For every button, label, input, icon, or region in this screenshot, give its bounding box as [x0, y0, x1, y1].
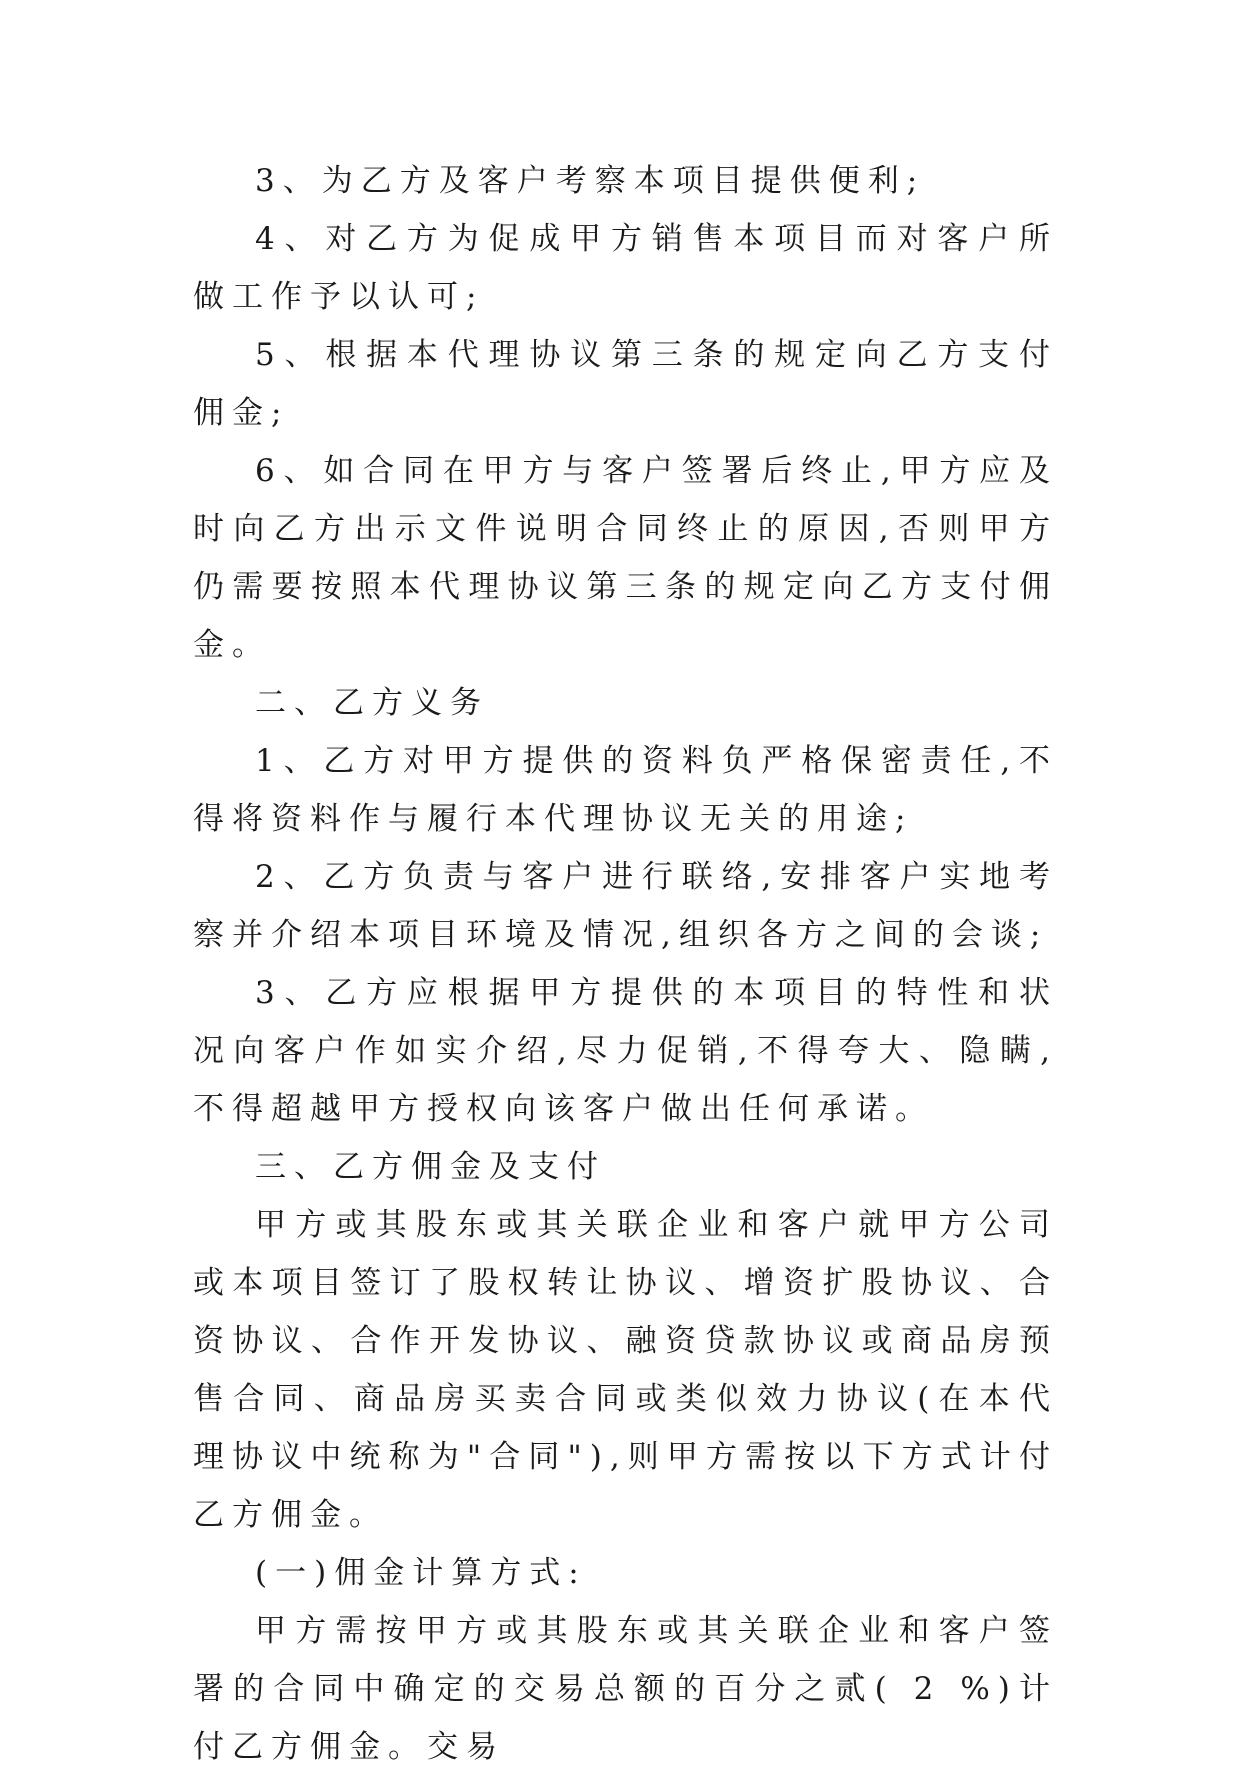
paragraph-obligation-3: 3、为乙方及客户考察本项目提供便利; [255, 163, 926, 199]
subheading-commission-calculation: (一)佣金计算方式: [255, 1555, 587, 1591]
paragraph-obligation-6: 6、如合同在甲方与客户签署后终止,甲方应及时向乙方出示文件说明合同终止的原因,否则甲方仍需要按照本代理协议第三条的规定向乙方支付佣金。 [193, 453, 1058, 663]
paragraph-party-b-3: 3、乙方应根据甲方提供的本项目的特性和状况向客户作如实介绍,尽力促销,不得夸大、隐瞒,不得超越甲方授权向该客户做出任何承诺。 [193, 975, 1058, 1127]
paragraph-commission-rate: 甲方需按甲方或其股东或其关联企业和客户签署的合同中确定的交易总额的百分之贰( 2 %)计付乙方佣金。交易 [193, 1613, 1058, 1765]
paragraph-commission-intro: 甲方或其股东或其关联企业和客户就甲方公司或本项目签订了股权转让协议、增资扩股协议、合资协议、合作开发协议、融资贷款协议或商品房预售合同、商品房买卖合同或类似效力协议(在本代理协议中统称为"合同"),则甲方需按以下方式计付乙方佣金。 [193, 1207, 1058, 1533]
paragraph-obligation-4: 4、对乙方为促成甲方销售本项目而对客户所做工作予以认可; [193, 221, 1058, 315]
section-heading-party-b-obligations: 二、乙方义务 [255, 685, 489, 721]
document-body [193, 152, 1058, 1776]
section-heading-commission: 三、乙方佣金及支付 [255, 1149, 606, 1185]
paragraph-party-b-1: 1、乙方对甲方提供的资料负严格保密责任,不得将资料作与履行本代理协议无关的用途; [193, 743, 1058, 837]
paragraph-party-b-2: 2、乙方负责与客户进行联络,安排客户实地考察并介绍本项目环境及情况,组织各方之间的会谈; [193, 859, 1058, 953]
paragraph-obligation-5: 5、根据本代理协议第三条的规定向乙方支付佣金; [193, 337, 1058, 431]
